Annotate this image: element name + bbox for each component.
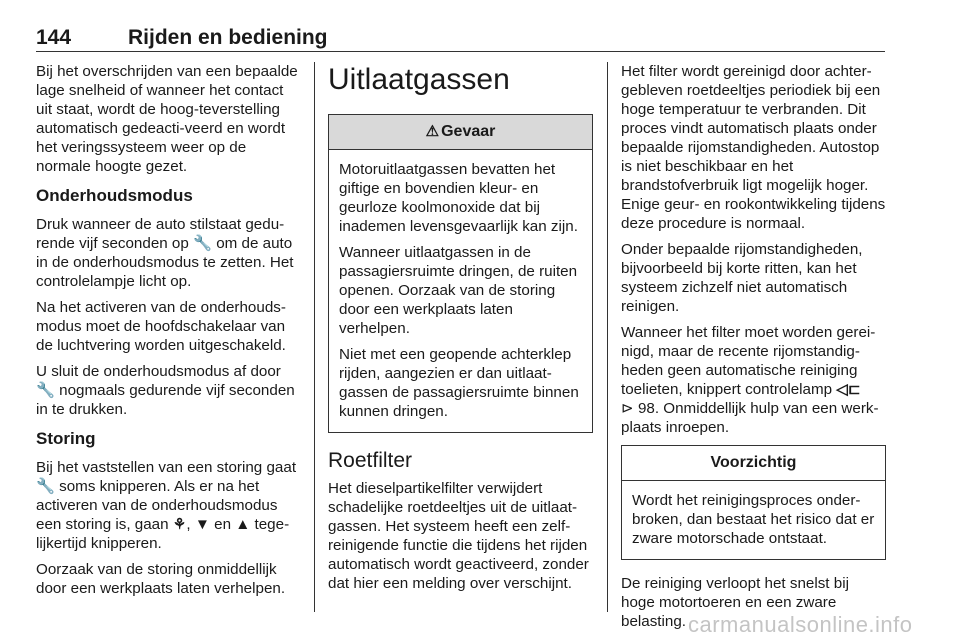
heading-onderhoudsmodus: Onderhoudsmodus [36, 186, 193, 205]
page-title: Rijden en bediening [128, 26, 328, 49]
danger-box-header [329, 115, 592, 150]
intro-paragraph: Bij het overschrijden van een bepaalde lage snelheid of wanneer het contact uit staat, wordt de hoog-teverstelling automatisch gedeacti-veerd en wordt het veringssysteem weer op de normale hoogte gezet. [36, 63, 298, 175]
down-arrow-icon: ▼ [194, 516, 210, 533]
heading-storing: Storing [36, 429, 96, 448]
filter-paragraph-1: Het filter wordt gereinigd door achter-gebleven roetdeeltjes periodiek bij een hoge temperatuur te verbranden. Dit proces vindt automatisch plaats onder bepaalde rijomstandigheden. Autostop is niet beschikbaar en het brandstofverbruik ligt mogelijk hoger. Enige geur- en rookontwikkeling tijdens deze procedure is normaal. [621, 63, 886, 232]
onderhoud-paragraph-1: Druk wanneer de auto stilstaat gedu-rende vijf seconden op 🔧 om de auto in de onderhoudsmodus te zetten. Het controlelampje licht op. [36, 216, 294, 290]
column-divider-1 [314, 62, 315, 612]
filter-paragraph-4: De reiniging verloopt het snelst bij hoge motortoeren en een zware belasting. [621, 575, 849, 630]
danger-box-title: Gevaar [441, 123, 496, 140]
column-1 [36, 62, 301, 605]
danger-box [328, 114, 593, 433]
danger-box-body [329, 150, 592, 432]
caution-box [621, 445, 886, 560]
wrench-icon: 🔧 [193, 235, 212, 252]
caution-box-body [622, 481, 885, 559]
caution-box-header: Voorzichtig [622, 446, 885, 481]
heading-uitlaatgassen: Uitlaatgassen [328, 63, 510, 96]
column-2 [328, 62, 593, 600]
header-rule [36, 51, 885, 52]
danger-paragraph-2: Wanneer uitlaatgassen in de passagiersruimte dringen, de ruiten openen. Oorzaak van de storing door een werkplaats laten verhelpen. [339, 244, 578, 337]
storing-paragraph-1: Bij het vaststellen van een storing gaat 🔧 soms knipperen. Als er na het activeren van de onderhoudsmodus een storing is, gaan ⚘, ▼ en ▲ tege-lijkertijd knipperen. [36, 459, 297, 552]
caution-paragraph: Wordt het reinigingsproces onder-broken, dan bestaat het risico dat er zware motorschade ontstaat. [632, 492, 875, 547]
heading-roetfilter: Roetfilter [328, 449, 413, 472]
page-number: 144 [36, 26, 72, 49]
suspension-icon: ⚘ [172, 516, 187, 533]
column-3 [621, 62, 886, 638]
watermark: carmanualsonline.info [688, 612, 913, 637]
filter-paragraph-2: Onder bepaalde rijomstandigheden, bijvoorbeeld bij korte ritten, kan het systeem zichzelf niet automatisch reinigen. [621, 241, 863, 315]
up-arrow-icon: ▲ [235, 516, 251, 533]
page-header [36, 26, 885, 52]
onderhoud-paragraph-2: Na het activeren van de onderhouds-modus moet de hoofdschakelaar van de luchtvering worden uitgeschakeld. [36, 299, 286, 354]
storing-paragraph-2: Oorzaak van de storing onmiddellijk door een werkplaats laten verhelpen. [36, 561, 286, 597]
filter-paragraph-3: Wanneer het filter moet worden gerei-nigd, maar de recente rijomstandig-heden geen automatische reiniging toelieten, knippert controlelamp ◁⊏ ⊳ 98. Onmiddellijk hulp van een werk-plaats inroepen. [621, 324, 879, 436]
wrench-icon: 🔧 [36, 478, 55, 495]
filter-warning-icon: ◁⊏ [836, 381, 861, 398]
wrench-icon: 🔧 [36, 382, 55, 399]
danger-paragraph-1: Motoruitlaatgassen bevatten het giftige en bovendien kleur- en geurloze koolmonoxide dat bij inademen levensgevaarlijk kan zijn. [339, 161, 578, 235]
page-ref-arrow-icon: ⊳ [621, 400, 634, 417]
column-divider-2 [607, 62, 608, 612]
danger-paragraph-3: Niet met een geopende achterklep rijden, aangezien er dan uitlaat-gassen de passagiersruimte binnen kunnen dringen. [339, 346, 579, 420]
roetfilter-paragraph: Het dieselpartikelfilter verwijdert schadelijke roetdeeltjes uit de uitlaat-gassen. Het systeem heeft een zelf-reinigende functie die tijdens het rijden automatisch wordt geactiveerd, zonder dat hier een melding over verschijnt. [328, 480, 589, 592]
warning-icon: ⚠ [425, 123, 440, 140]
onderhoud-paragraph-3: U sluit de onderhoudsmodus af door 🔧 nogmaals gedurende vijf seconden in te drukken. [36, 363, 295, 418]
